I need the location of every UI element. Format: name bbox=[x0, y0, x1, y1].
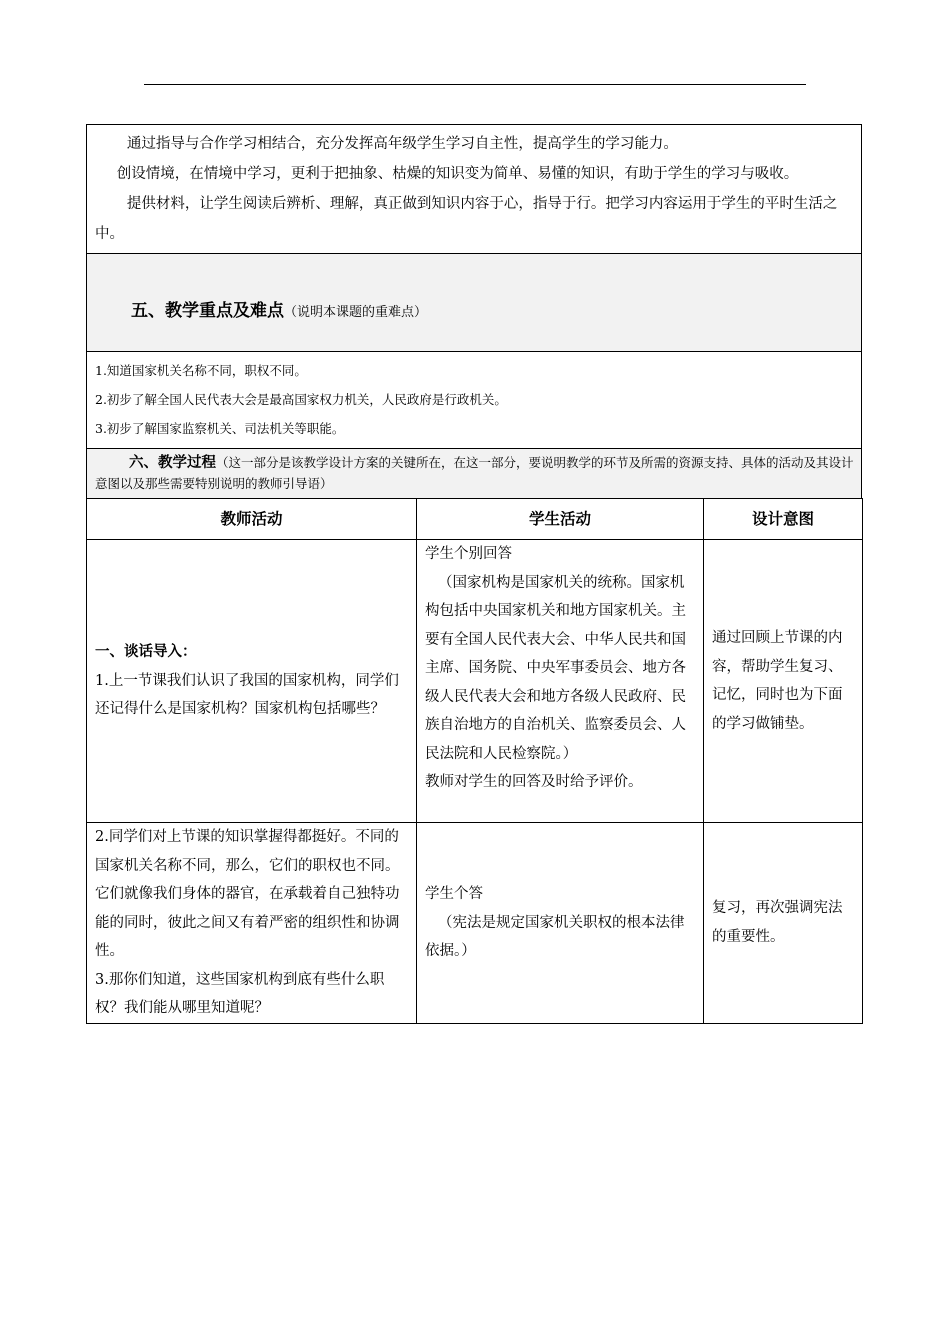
table-row bbox=[87, 823, 863, 1024]
student-activity-cell bbox=[417, 823, 704, 1024]
key-point-1: 1.知道国家机关名称不同，职权不同。 bbox=[95, 363, 307, 378]
header-teacher-activity: 教师活动 bbox=[87, 499, 417, 540]
section-6-title: 六、教学过程 bbox=[129, 454, 216, 471]
section-5-title: 五、教学重点及难点 bbox=[131, 301, 284, 321]
student-response-detail: （国家机构是国家机关的统称。国家机构包括中央国家机关和地方国家机关。主要有全国人民代表大会、中华人民共和国主席、国务院、中央军事委员会、地方各级人民代表大会和地方各级人民政府、民族自治地方的自治机关、监察委员会、人民法院和人民检察院。） bbox=[425, 574, 686, 762]
key-point-3: 3.初步了解国家监察机关、司法机关等职能。 bbox=[95, 421, 345, 436]
intro-paragraph-2: 创设情境，在情境中学习，更利于把抽象、枯燥的知识变为简单、易懂的知识，有助于学生的学习与吸收。 bbox=[116, 166, 799, 182]
teacher-paragraph-3: 3.那你们知道，这些国家机构到底有些什么职权？我们能从哪里知道呢？ bbox=[95, 971, 385, 1016]
student-response-label: 学生个答 bbox=[425, 886, 483, 902]
intro-paragraph-3: 提供材料，让学生阅读后辨析、理解，真正做到知识内容于心，指导于行。把学习内容运用于学生的平时生活之中。 bbox=[95, 196, 838, 242]
intro-paragraph-1: 通过指导与合作学习相结合，充分发挥高年级学生学习自主性，提高学生的学习能力。 bbox=[126, 136, 678, 152]
header-student-activity: 学生活动 bbox=[417, 499, 704, 540]
student-response-label: 学生个别回答 bbox=[425, 546, 512, 562]
section-6-header bbox=[86, 448, 862, 498]
student-response-detail: （宪法是规定国家机关职权的根本法律依据。） bbox=[425, 914, 685, 959]
key-point-2: 2.初步了解全国人民代表大会是最高国家权力机关，人民政府是行政机关。 bbox=[95, 392, 507, 407]
design-intent-cell: 通过回顾上节课的内容，帮助学生复习、记忆，同时也为下面的学习做铺垫。 bbox=[704, 540, 863, 823]
lesson-plan-document bbox=[86, 124, 862, 1024]
teacher-text: 1.上一节课我们认识了我国的国家机构，同学们还记得什么是国家机构？国家机构包括哪些？ bbox=[95, 672, 399, 718]
table-header-row bbox=[87, 499, 863, 540]
section-6-note: （这一部分是该教学设计方案的关键所在，在这一部分，要说明教学的环节及所需的资源支持、具体的活动及其设计意图以及那些需要特别说明的教师引导语） bbox=[95, 455, 854, 491]
teacher-heading: 一、谈话导入： bbox=[95, 643, 197, 661]
student-activity-cell bbox=[417, 540, 704, 823]
key-points-list bbox=[86, 351, 862, 448]
teacher-evaluation-note: 教师对学生的回答及时给予评价。 bbox=[425, 774, 643, 790]
teacher-activity-cell bbox=[87, 540, 417, 823]
header-rule bbox=[144, 84, 806, 85]
teaching-process-table bbox=[86, 498, 863, 1024]
section-5-note: （说明本课题的重难点） bbox=[284, 305, 428, 320]
section-5-header bbox=[86, 253, 862, 351]
teaching-method-section bbox=[86, 124, 862, 253]
table-row bbox=[87, 540, 863, 823]
teacher-paragraph-2: 2.同学们对上节课的知识掌握得都挺好。不同的国家机关名称不同，那么，它们的职权也不同。它们就像我们身体的器官，在承载着自己独特功能的同时，彼此之间又有着严密的组织性和协调性。 bbox=[95, 829, 400, 959]
teacher-activity-cell bbox=[87, 823, 417, 1024]
header-design-intent: 设计意图 bbox=[704, 499, 863, 540]
design-intent-cell: 复习，再次强调宪法的重要性。 bbox=[704, 823, 863, 1024]
